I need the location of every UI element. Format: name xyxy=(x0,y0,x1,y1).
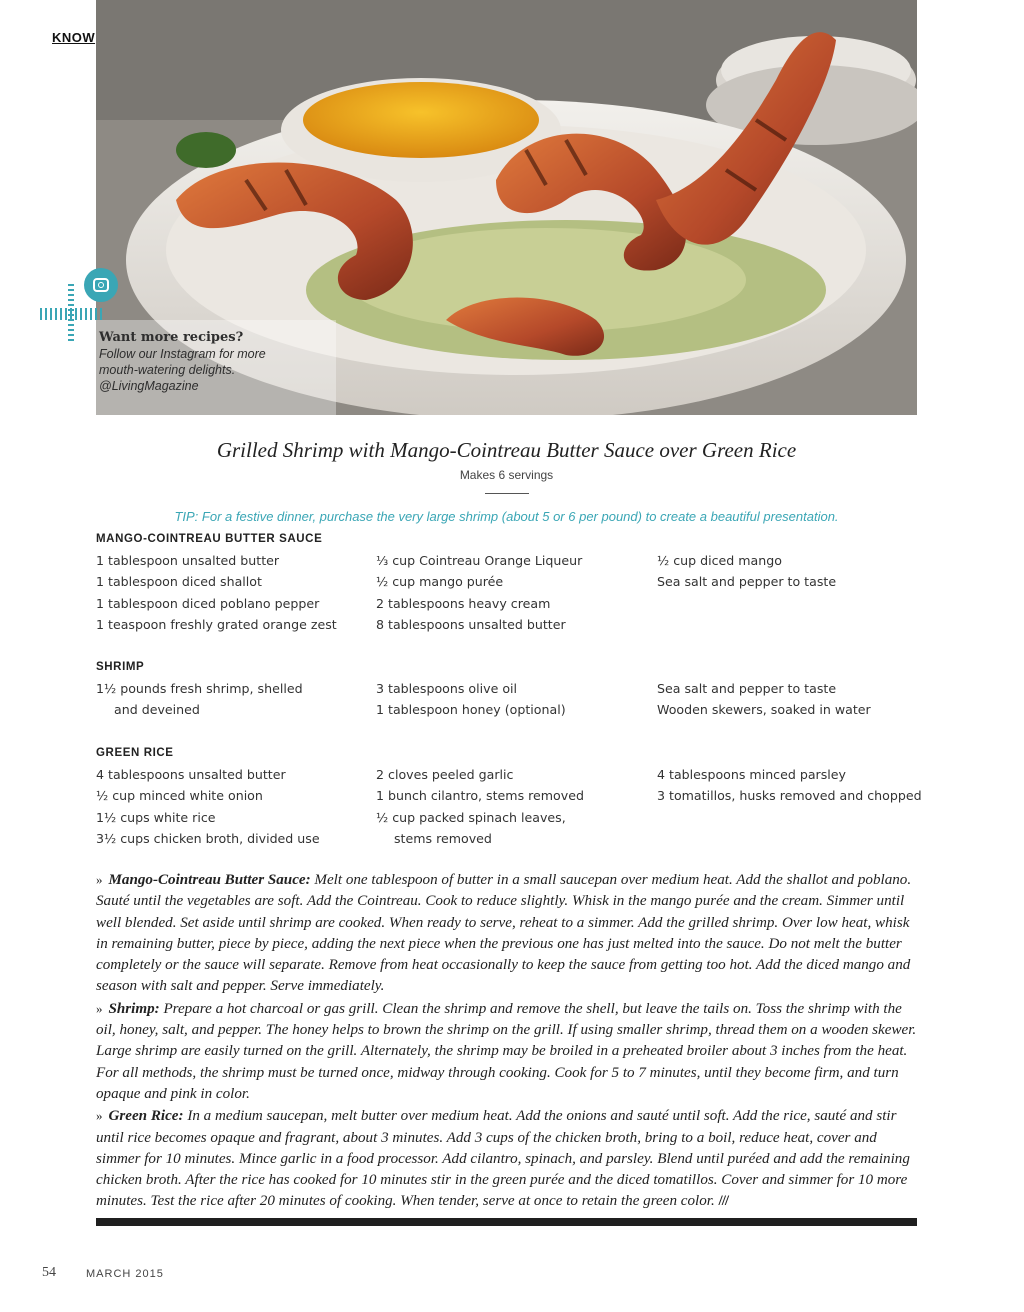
end-mark-icon: /// xyxy=(718,1193,729,1210)
ingredient: Sea salt and pepper to taste xyxy=(657,574,837,590)
method-sauce-text: Melt one tablespoon of butter in a small saucepan over medium heat. Add the shallot and poblano. Sauté until the vegetables are soft. Add the Cointreau. Cook to reduce slightly. Whisk in the mango purée and the cream. Simmer until well blended. Set aside until shrimp are cooked. When ready to serve, reheat to a simmer. Add the grilled shrimp. Over low heat, whisk in remaining butter, piece by piece, adding the next piece when the previous one has just melted into the sauce. Do not melt the butter completely or the sauce will separate. Remove from heat occasionally to keep the sauce from getting too hot. Add the diced mango and season with salt and pepper. Serve immediately. xyxy=(96,872,912,995)
bullet-icon: » xyxy=(96,872,103,887)
shrimp-heading: SHRIMP xyxy=(96,661,145,673)
method-shrimp-label: Shrimp: xyxy=(108,1000,160,1017)
sauce-heading: MANGO-COINTREAU BUTTER SAUCE xyxy=(96,533,323,545)
issue-date: MARCH 2015 xyxy=(86,1268,164,1280)
rice-col-2 xyxy=(376,764,584,850)
bullet-icon: » xyxy=(96,1000,103,1016)
ingredient: 3 tomatillos, husks removed and chopped xyxy=(657,788,922,804)
rice-heading: GREEN RICE xyxy=(96,747,174,759)
section-tag-know: KNOW xyxy=(52,30,96,45)
bullet-icon: » xyxy=(96,1108,103,1124)
shrimp-col-2 xyxy=(376,678,566,721)
method-rice-label: Green Rice: xyxy=(108,1108,184,1125)
ingredient: 3 tablespoons olive oil xyxy=(376,681,518,696)
ingredient: ½ cup minced white onion xyxy=(96,788,263,804)
method-sauce-label: Mango-Cointreau Butter Sauce: xyxy=(108,872,311,888)
ingredient: 1 bunch cilantro, stems removed xyxy=(376,788,584,804)
shrimp-col-3 xyxy=(657,678,871,721)
instagram-line-2: mouth-watering delights. xyxy=(99,363,236,377)
sauce-col-1 xyxy=(96,550,337,636)
instagram-promo xyxy=(99,330,299,394)
decorative-ticks-vertical xyxy=(68,284,74,342)
instagram-icon[interactable] xyxy=(84,268,118,302)
ingredient: 1 tablespoon diced shallot xyxy=(96,574,262,590)
instagram-line-1: Follow our Instagram for more xyxy=(99,347,266,361)
ingredient: 2 cloves peeled garlic xyxy=(376,767,514,782)
rice-col-3 xyxy=(657,764,922,807)
ingredient: 1 tablespoon honey (optional) xyxy=(376,702,566,718)
ingredient: 4 tablespoons minced parsley xyxy=(657,767,846,782)
method-rice-text: In a medium saucepan, melt butter over medium heat. Add the onions and sauté until soft. Add the rice, sauté and stir until rice becomes opaque and fragrant, about 3 minutes. Add 3 cups of the chicken broth, bring to a boil, reduce heat, cover and simmer for 10 minutes. Mince garlic in a food processor. Add cilantro, spinach, and parsley. Blend until puréed and add the remaining chicken broth. After the rice has cooked for 10 minutes stir in the green purée and the diced tomatillos. Cover and simmer for 10 more minutes. Test the rice after 20 minutes of cooking. When tender, serve at once to retain the green color. xyxy=(96,1108,910,1210)
rice-col-1 xyxy=(96,764,320,850)
ingredient: 4 tablespoons unsalted butter xyxy=(96,767,286,782)
ingredient: ½ cup diced mango xyxy=(657,553,782,568)
ingredient: ⅓ cup Cointreau Orange Liqueur xyxy=(376,553,583,568)
ingredient: ½ cup mango purée xyxy=(376,574,504,590)
method-shrimp-text: Prepare a hot charcoal or gas grill. Clean the shrimp and remove the shell, but leave the tails on. Toss the shrimp with the oil, honey, salt, and pepper. The honey helps to brown the shrimp on the grill. If using smaller shrimp, thread them on a wooden skewer. Large shrimp are easily turned on the grill. Alternately, the shrimp may be broiled in a preheated broiler about 3 inches from the heat. For all methods, the shrimp must be turned once, midway through cooking. Cook for 5 to 7 minutes, until they become firm, and turn opaque and pink in color. xyxy=(96,1000,917,1102)
ingredient: 1 teaspoon freshly grated orange zest xyxy=(96,617,337,633)
ingredient: Sea salt and pepper to taste xyxy=(657,681,837,696)
ingredient: 1 tablespoon unsalted butter xyxy=(96,553,280,568)
ingredient: 1 tablespoon diced poblano pepper xyxy=(96,595,320,611)
ingredient: 1½ cups white rice xyxy=(96,809,216,825)
method-shrimp xyxy=(96,998,920,1105)
sauce-col-2 xyxy=(376,550,582,636)
method-sauce xyxy=(96,869,920,998)
bottom-divider xyxy=(96,1218,917,1226)
page-number: 54 xyxy=(42,1265,56,1280)
ingredient: 1½ pounds fresh shrimp, shelled xyxy=(96,681,303,696)
instagram-heading: Want more recipes? xyxy=(99,330,244,345)
shrimp-col-1 xyxy=(96,678,303,721)
recipe-servings: Makes 6 servings xyxy=(459,468,554,482)
method-rice xyxy=(96,1105,920,1212)
ingredient: 8 tablespoons unsalted butter xyxy=(376,617,566,633)
ingredient: 3½ cups chicken broth, divided use xyxy=(96,831,320,847)
ingredient: and deveined xyxy=(114,702,200,718)
sauce-col-3 xyxy=(657,550,836,593)
method-text xyxy=(96,869,920,1213)
ingredient: stems removed xyxy=(394,831,492,847)
title-divider xyxy=(485,493,529,494)
ingredient: 2 tablespoons heavy cream xyxy=(376,595,551,611)
instagram-handle[interactable]: @LivingMagazine xyxy=(99,379,199,393)
recipe-title: Grilled Shrimp with Mango-Cointreau Butter Sauce over Green Rice xyxy=(216,438,797,462)
recipe-tip: TIP: For a festive dinner, purchase the very large shrimp (about 5 or 6 per pound) to create a beautiful presentation. xyxy=(174,509,839,524)
ingredient: ½ cup packed spinach leaves, xyxy=(376,809,566,825)
ingredient: Wooden skewers, soaked in water xyxy=(657,702,871,718)
